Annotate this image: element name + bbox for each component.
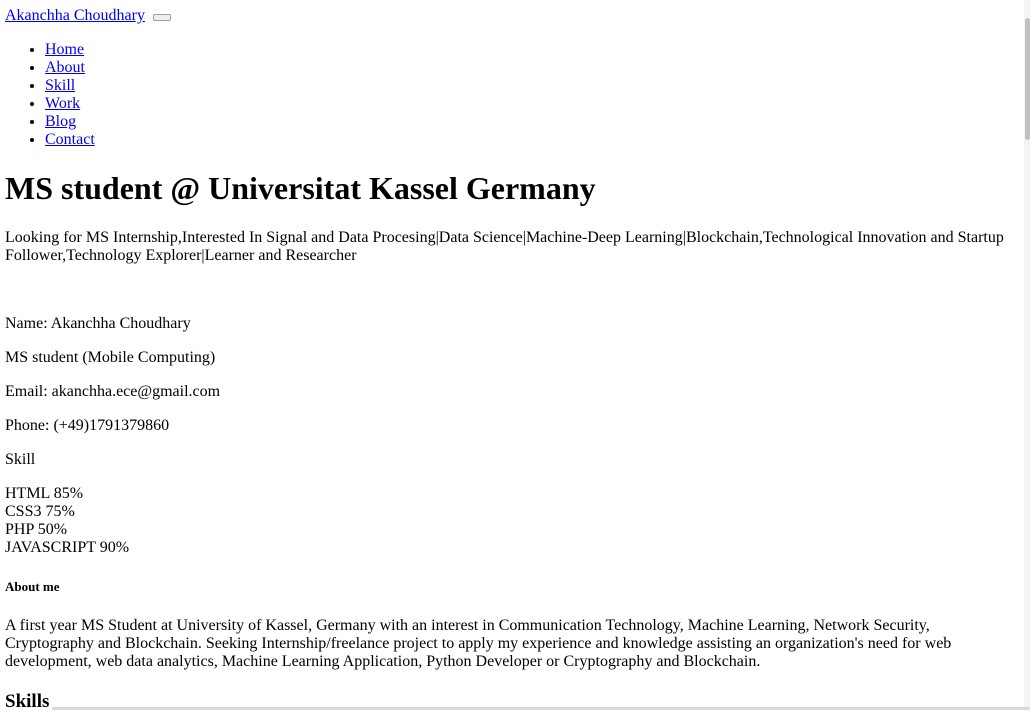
skill-percent: 75%	[45, 503, 75, 520]
skill-percent: 50%	[37, 521, 68, 538]
nav-link-skill[interactable]: Skill	[45, 77, 76, 94]
info-role: MS student (Mobile Computing)	[5, 349, 216, 366]
skill-item-php	[5, 521, 129, 539]
skills-section-title: Skills	[5, 691, 50, 712]
skill-percent: 85%	[53, 485, 84, 502]
nav-item-about	[45, 59, 95, 77]
nav-link-work[interactable]: Work	[45, 95, 81, 112]
navbar-toggler-button[interactable]	[153, 14, 171, 21]
nav-link-about[interactable]: About	[45, 59, 85, 76]
vertical-scrollbar[interactable]	[1024, 0, 1030, 710]
nav-link-home[interactable]: Home	[45, 41, 85, 58]
nav-item-contact	[45, 131, 95, 149]
info-name: Name: Akanchha Choudhary	[5, 315, 191, 332]
navbar	[5, 7, 171, 25]
about-title: About me	[5, 579, 60, 594]
skill-name: JAVASCRIPT	[5, 539, 96, 556]
nav-link-blog[interactable]: Blog	[45, 113, 77, 130]
nav-item-work	[45, 95, 95, 113]
skills-list	[5, 485, 129, 557]
nav-item-blog	[45, 113, 95, 131]
skill-item-javascript	[5, 539, 129, 557]
info-email: Email: akanchha.ece@gmail.com	[5, 383, 221, 400]
scrollbar-thumb[interactable]	[1025, 18, 1030, 140]
nav-item-skill	[45, 77, 95, 95]
skill-item-html	[5, 485, 129, 503]
skill-name: CSS3	[5, 503, 42, 520]
hero-title: MS student @ Universitat Kassel Germany	[5, 170, 596, 206]
brand-link[interactable]: Akanchha Choudhary	[5, 7, 145, 24]
nav-item-home	[45, 41, 95, 59]
info-phone: Phone: (+49)1791379860	[5, 417, 170, 434]
skill-name: PHP	[5, 521, 34, 538]
nav-menu	[5, 41, 95, 149]
skill-percent: 90%	[99, 539, 130, 556]
skill-name: HTML	[5, 485, 50, 502]
skill-item-css3	[5, 503, 129, 521]
info-skill-label: Skill	[5, 451, 36, 468]
about-text: A first year MS Student at University of Kassel, Germany with an interest in Communication Technology, Machine Learning, Network Security, Cryptography and Blockchain. Seeking Internship/freelance project to apply my experience and knowledge assisting an organization's need for web development, web data analytics, Machine Learning Application, Python Developer or Cryptography and Blockchain.	[5, 617, 952, 670]
hero-tagline: Looking for MS Internship,Interested In Signal and Data Procesing|Data Science|Machine-Deep Learning|Blockchain,Technological Innovation and Startup Follower,Technology Explorer|Learner and Researcher	[5, 229, 1004, 264]
nav-link-contact[interactable]: Contact	[45, 131, 95, 148]
